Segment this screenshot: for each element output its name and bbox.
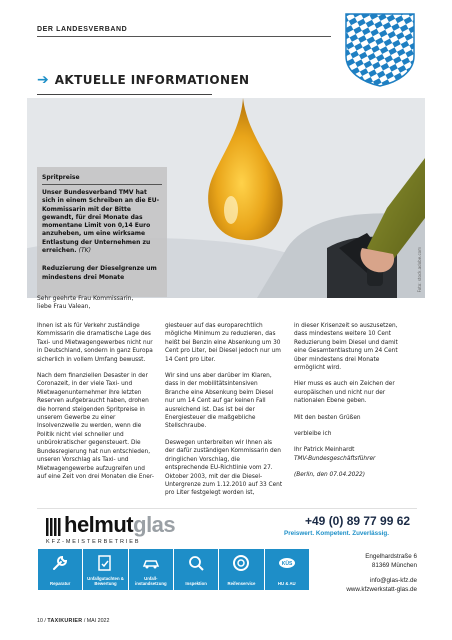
car-crash-icon bbox=[142, 554, 160, 572]
headline bbox=[37, 73, 250, 87]
street: Engelhardstraße 6 bbox=[365, 553, 417, 560]
service-tile bbox=[129, 549, 174, 590]
header-rule bbox=[37, 36, 331, 37]
photo-credit: Foto: stock.adobe.com bbox=[417, 246, 422, 292]
brand-subtitle: KFZ-MEISTERBETRIEB bbox=[46, 539, 141, 545]
signer-role: TMV-Bundesgeschäftsführer bbox=[294, 455, 376, 462]
service-tile bbox=[83, 549, 128, 590]
salutation bbox=[37, 295, 133, 312]
place-date: (Berlin, den 07.04.2022) bbox=[294, 472, 365, 479]
document-check-icon bbox=[96, 554, 114, 572]
headline-rule bbox=[37, 94, 212, 95]
paragraph: Deswegen unterbreiten wir Ihnen als der dafür zuständigen Kommissarin den dringlichen Vorschlag, die entsprechende EU-Richtlinie vom 27. Oktober 2003, mit der die Diesel-Untergrenze zum 1.12.2010 auf 33 Cent pro Liter festgelegt worden ist, bbox=[165, 439, 283, 497]
svg-text:KÜS: KÜS bbox=[281, 561, 293, 567]
service-label: Unfall-instandsetzung bbox=[135, 576, 167, 586]
contact bbox=[346, 577, 417, 594]
salutation-line-2: liebe Frau Valean, bbox=[37, 303, 91, 311]
phone-number: +49 (0) 89 77 99 62 bbox=[305, 514, 411, 528]
email-link[interactable]: info@glas-kfz.de bbox=[370, 577, 417, 584]
signer-name: Ihr Patrick Meinhardt bbox=[294, 447, 355, 454]
magnifier-icon bbox=[187, 554, 205, 572]
paragraph: Hier muss es auch ein Zeichen der europäischen und nicht nur der nationalen Ebene geben. bbox=[294, 381, 395, 405]
paragraph: Wir sind uns aber darüber im Klaren, dass in der mobilitätsintensiven Branche eine Absenkung beim Diesel nur um 14 Cent auf gar keinen Fall ausreichend ist. Das ist bei der Energiesteuer die maßgebliche Stellschraube. bbox=[165, 373, 274, 430]
service-label: Unfallgutachten & Bewertung bbox=[87, 576, 124, 586]
footer-separator: / bbox=[83, 618, 87, 624]
infobox-title: Spritpreise bbox=[42, 174, 80, 181]
service-label: Reifenservice bbox=[227, 581, 256, 586]
infobox-rule bbox=[42, 184, 162, 185]
brand-main: helmut bbox=[64, 512, 134, 537]
closing-line: Mit den besten Grüßen bbox=[294, 414, 361, 421]
paragraph: giesteuer auf das europarechtlich mögliche Minimum zu reduzieren, das heißt bei Benzin eine Absenkung um 30 Cent pro Liter, bei Diesel jedoch nur um 14 Cent pro Liter. bbox=[165, 323, 281, 363]
text-column-3 bbox=[294, 322, 412, 488]
brand-logo bbox=[64, 514, 175, 536]
service-tile bbox=[219, 549, 264, 590]
infobox bbox=[37, 167, 167, 297]
closing-line: verbleibe ich bbox=[294, 431, 332, 438]
kus-badge-icon bbox=[278, 554, 296, 572]
service-label: HU & AU bbox=[277, 581, 296, 586]
advertisement bbox=[37, 508, 417, 596]
city: 81369 München bbox=[371, 561, 417, 569]
signature-block bbox=[294, 446, 412, 463]
paragraph: Nach dem finanziellen Desaster in der Coronazeit, in der viele Taxi- und Mietwagenunternehmer ihre letzten Reserven aufgebraucht haben, drohen die horrend steigenden Spritpreise in unserem Gewerbe zu einer Insolvenzwelle zu werden, wenn die Politik nicht viel schneller und unbürokratischer gegensteuert. Die Bundesregierung hat nun entschieden, unseren Vorschlag als Taxi- und Mietwagengewerbe aufzugreifen und auf eine Zeit von drei Monaten die Ener- bbox=[37, 373, 154, 480]
infobox-subheading: Reduzierung der Dieselgrenze um mindestens drei Monate bbox=[42, 265, 157, 281]
service-tile bbox=[265, 549, 309, 590]
footer-separator: / bbox=[44, 618, 48, 624]
section-title: DER LANDESVERBAND bbox=[37, 26, 128, 33]
page-header bbox=[0, 0, 452, 62]
paragraph: Ihnen ist als für Verkehr zuständige Kommissarin die dramatische Lage des Taxi- und Mietwagengewerbes nicht nur in Deutschland, sondern in ganz Europa sicherlich in vollem Umfang bewusst. bbox=[37, 323, 153, 363]
wrench-icon bbox=[51, 554, 69, 572]
infobox-lead bbox=[42, 189, 162, 255]
magazine-name: TAXIKURIER bbox=[47, 618, 83, 624]
text-column-2 bbox=[165, 322, 283, 506]
headline-text: AKTUELLE INFORMATIONEN bbox=[54, 73, 250, 87]
service-tile bbox=[38, 549, 83, 590]
salutation-line-1: Sehr geehrte Frau Kommissarin, bbox=[37, 295, 134, 302]
service-tile bbox=[174, 549, 219, 590]
tire-icon bbox=[232, 554, 250, 572]
logo-stripes-icon bbox=[46, 518, 62, 536]
infobox-author: (TK) bbox=[78, 247, 91, 255]
text-column-1 bbox=[37, 322, 155, 489]
infobox-lead-text: Unser Bundesverband TMV hat sich in einem Schreiben an die EU-Kommissarin mit der Bitte gewandt, für drei Monate das momentane Limit von 0,14 Euro anzuheben, um eine wirksame Entlastung der Unternehmen zu erreichen. bbox=[42, 189, 160, 255]
issue: MAI 2022 bbox=[86, 618, 110, 624]
address bbox=[365, 553, 417, 570]
service-label: Reparatur bbox=[50, 581, 71, 586]
paragraph: in dieser Krisenzeit so auszusetzen, dass mindestens weitere 10 Cent Reduzierung beim Diesel und damit eine Gesamtentlastung um 24 Cent über mindestens drei Monate ermöglicht wird. bbox=[294, 323, 398, 372]
brand-accent: glas bbox=[133, 512, 176, 537]
arrow-right-icon: ➔ bbox=[37, 72, 49, 88]
service-tiles bbox=[38, 549, 309, 590]
page-footer bbox=[37, 618, 109, 624]
slogan: Preiswert. Kompetent. Zuverlässig. bbox=[284, 530, 389, 537]
page-number: 10 bbox=[37, 618, 43, 624]
website-link[interactable]: www.kfzwerkstatt-glas.de bbox=[346, 585, 417, 593]
service-label: Inspektion bbox=[185, 581, 207, 586]
bavarian-lozenge-crest-icon bbox=[344, 12, 416, 88]
